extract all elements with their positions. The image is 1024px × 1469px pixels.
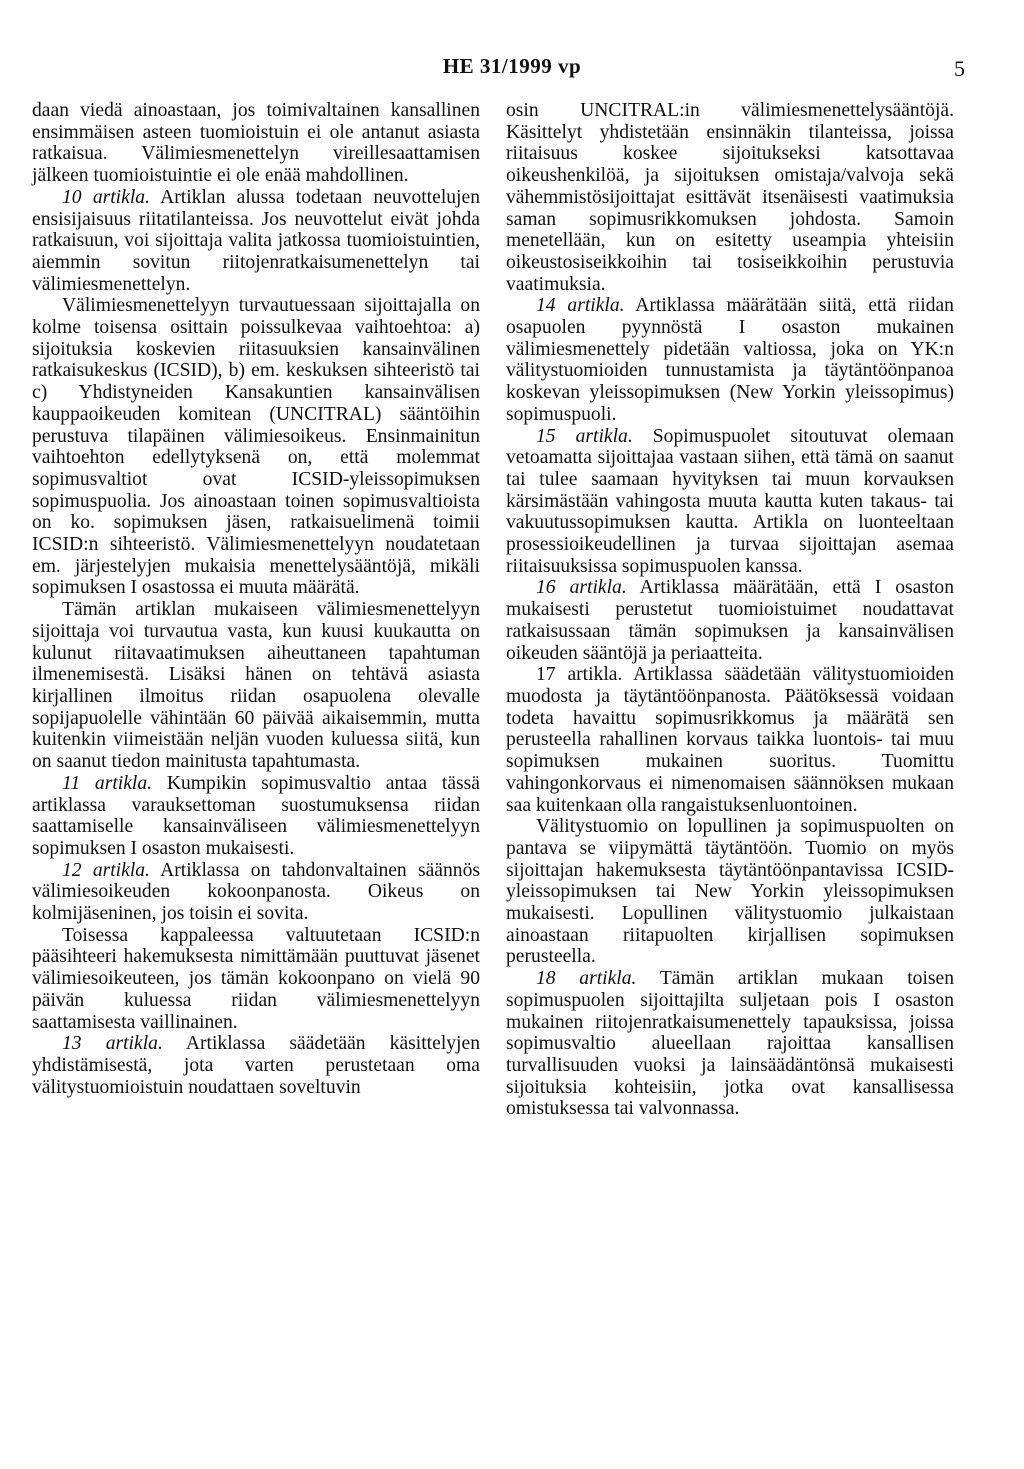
article-heading: 12 artikla. bbox=[62, 859, 150, 881]
paragraph bbox=[506, 577, 954, 664]
paragraph bbox=[32, 295, 480, 599]
paragraph bbox=[506, 100, 954, 295]
paragraph bbox=[506, 295, 954, 425]
paragraph-text: 17 artikla. Artiklassa säädetään välitystuomioiden muodosta ja täytäntöönpanosta. Päätöksessä voidaan todeta havaittu sopimusrikkomus ja määrätä sen perusteella rahallinen korvaus taikka luontois- tai muu sopimuksen mukainen suoritus. Tuomittu vahingonkorvaus ei nimenomaisen säännöksen mukaan saa kuitenkaan olla rangaistuksenluontoinen. bbox=[506, 664, 954, 816]
left-text-column bbox=[32, 100, 480, 1098]
paragraph bbox=[32, 187, 480, 296]
paragraph-text: Sopimuspuolet sitoutuvat olemaan vetoamatta sijoittajaa vastaan siihen, että tämä on saanut tai tulee saamaan hyvityksen tai muun korvauksen kärsimästään vahingosta muuta kautta kuten takaus- tai vakuutussopimuksen kautta. Artikla on luonteeltaan prosessioikeudellinen ja turvaa sijoittajan asemaa riitaisuuksissa sopimuspuolen kanssa. bbox=[506, 425, 954, 577]
paragraph bbox=[32, 1033, 480, 1098]
paragraph-text: Artiklan alussa todetaan neuvottelujen ensisijaisuus riitatilanteissa. Jos neuvottelut eivät johda ratkaisuun, voi sijoittaja valita jatkossa tuomioistuintien, aiemmin sovitun riitojenratkaisumenettelyn tai välimiesmenettelyn. bbox=[32, 186, 480, 295]
article-heading: 15 artikla. bbox=[536, 425, 633, 447]
paragraph-text: Tämän artiklan mukaiseen välimiesmenettelyyn sijoittaja voi turvautua vasta, kun kuusi kuukautta on kulunut riitavaatimuksen aiheuttaneen tapahtuman ilmenemisestä. Lisäksi hänen on tehtävä asiasta kirjallinen ilmoitus riidan osapuolena olevalle sopijapuolelle vähintään 60 päivää aikaisemmin, mutta kuitenkin viimeistään neljän vuoden kuluessa siitä, kun on saanut tiedon mainitusta tapahtumasta. bbox=[32, 599, 480, 773]
paragraph bbox=[506, 968, 954, 1120]
paragraph-text: Välitystuomio on lopullinen ja sopimuspuolten on pantava se viipymättä täytäntöön. Tuomio on myös sijoittajan hakemuksesta täytäntöönpantavissa ICSID-yleissopimuksen tai New Yorkin yleissopimuksen mukaisesti. Lopullinen välitystuomio julkaistaan ainoastaan riitapuolten kirjallisen sopimuksen perusteella. bbox=[506, 816, 954, 968]
paragraph-text: Artiklassa määrätään, että I osaston mukaisesti perustetut tuomioistuimet noudattavat ratkaisussaan tämän sopimuksen ja kansainvälisen oikeuden sääntöjä ja periaatteita. bbox=[506, 577, 954, 664]
article-heading: 11 artikla. bbox=[62, 772, 153, 794]
paragraph bbox=[32, 860, 480, 925]
paragraph bbox=[506, 426, 954, 578]
paragraph-text: Tämän artiklan mukaan toisen sopimuspuolen sijoittajilta suljetaan pois I osaston mukainen riitojenratkaisumenettely tapauksissa, joissa sopimusvaltio alueellaan rajoittaa kansallisen turvallisuuden vuoksi ja lainsäädäntönsä mukaisesti sijoituksia kohteisiin, jotka ovat kansallisessa omistuksessa tai valvonnassa. bbox=[506, 968, 955, 1120]
document-header-title: HE 31/1999 vp bbox=[442, 54, 582, 78]
paragraph bbox=[32, 599, 480, 773]
paragraph bbox=[32, 773, 480, 860]
paragraph bbox=[506, 816, 954, 968]
paragraph bbox=[32, 100, 480, 187]
article-heading: 14 artikla. bbox=[536, 295, 625, 317]
paragraph-text: Artiklassa säädetään käsittelyjen yhdistämisestä, jota varten perustetaan oma välitystuomioistuin noudattaen soveltuvin bbox=[32, 1033, 480, 1098]
paragraph-text: osin UNCITRAL:in välimiesmenettelysääntöjä. Käsittelyt yhdistetään ensinnäkin tilanteissa, joissa riitaisuus koskee sijoitukseksi katsottavaa oikeushenkilöä, ja sijoituksen omistaja/valvoja sekä vähemmistösijoittajat esittävät itsenäisesti vaatimuksia saman sopimusrikkomuksen johdosta. Samoin menetellään, kun on esitetty useampia yhteisiin oikeustosiseikkoihin tai tosiseikkoihin perustuvia vaatimuksia. bbox=[506, 100, 954, 295]
paragraph-text: Kumpikin sopimusvaltio antaa tässä artiklassa varauksettoman suostumuksensa riidan saattamiselle kansainväliseen välimiesmenettelyyn sopimuksen I osaston mukaisesti. bbox=[32, 772, 480, 859]
paragraph-text: Artiklassa on tahdonvaltainen säännös välimiesoikeuden kokoonpanosta. Oikeus on kolmijäseninen, jos toisin ei sovita. bbox=[32, 859, 480, 925]
paragraph-text: daan viedä ainoastaan, jos toimivaltainen kansallinen ensimmäisen asteen tuomioistuin ei ole antanut asiasta ratkaisua. Välimiesmenettelyn vireillesaattamisen jälkeen tuomioistuintie ei ole enää mahdollinen. bbox=[32, 100, 480, 187]
page-number: 5 bbox=[954, 56, 965, 81]
paragraph bbox=[506, 664, 954, 816]
article-heading: 16 artikla. bbox=[536, 577, 627, 599]
article-heading: 18 artikla. bbox=[536, 968, 637, 990]
paragraph-text: Toisessa kappaleessa valtuutetaan ICSID:n pääsihteeri hakemuksesta nimittämään puuttuvat jäsenet välimiesoikeuteen, jos tämän kokoonpano on vielä 90 päivän kuluessa riidan välimiesmenettelyyn saattamisesta vaillinainen. bbox=[32, 924, 480, 1033]
article-heading: 13 artikla. bbox=[62, 1033, 163, 1055]
paragraph-text: Välimiesmenettelyyn turvautuessaan sijoittajalla on kolme toisensa osittain poissulkevaa vaihtoehtoa: a) sijoituksia koskevien riitasuuksien kansainvälinen ratkaisukeskus (ICSID), b) em. keskuksen sihteeristö tai c) Yhdistyneiden Kansakuntien kansainvälisen kauppaoikeuden komitean (UNCITRAL) sääntöihin perustuva tilapäinen välimiesoikeus. Ensinmainitun vaihtoehton edellytyksenä on, että molemmat sopimusvaltiot ovat ICSID-yleissopimuksen sopimuspuolia. Jos ainoastaan toinen sopimusvaltioista on ko. sopimuksen jäsen, ratkaisuelimenä toimii ICSID:n sihteeristö. Välimiesmenettelyyn noudatetaan em. järjestelyjen mukaisia menettelysääntöjä, mikäli sopimuksen I osastossa ei muuta määrätä. bbox=[32, 295, 480, 599]
article-heading: 10 artikla. bbox=[62, 186, 150, 208]
right-text-column bbox=[506, 100, 954, 1120]
paragraph-text: Artiklassa määrätään siitä, että riidan osapuolen pyynnöstä I osaston mukainen välimiesmenettely pidetään valtiossa, joka on YK:n välitystuomioiden tunnustamista ja täytäntöönpanoa koskevan yleissopimuksen (New Yorkin yleissopimus) sopimuspuoli. bbox=[506, 295, 954, 425]
paragraph bbox=[32, 925, 480, 1034]
